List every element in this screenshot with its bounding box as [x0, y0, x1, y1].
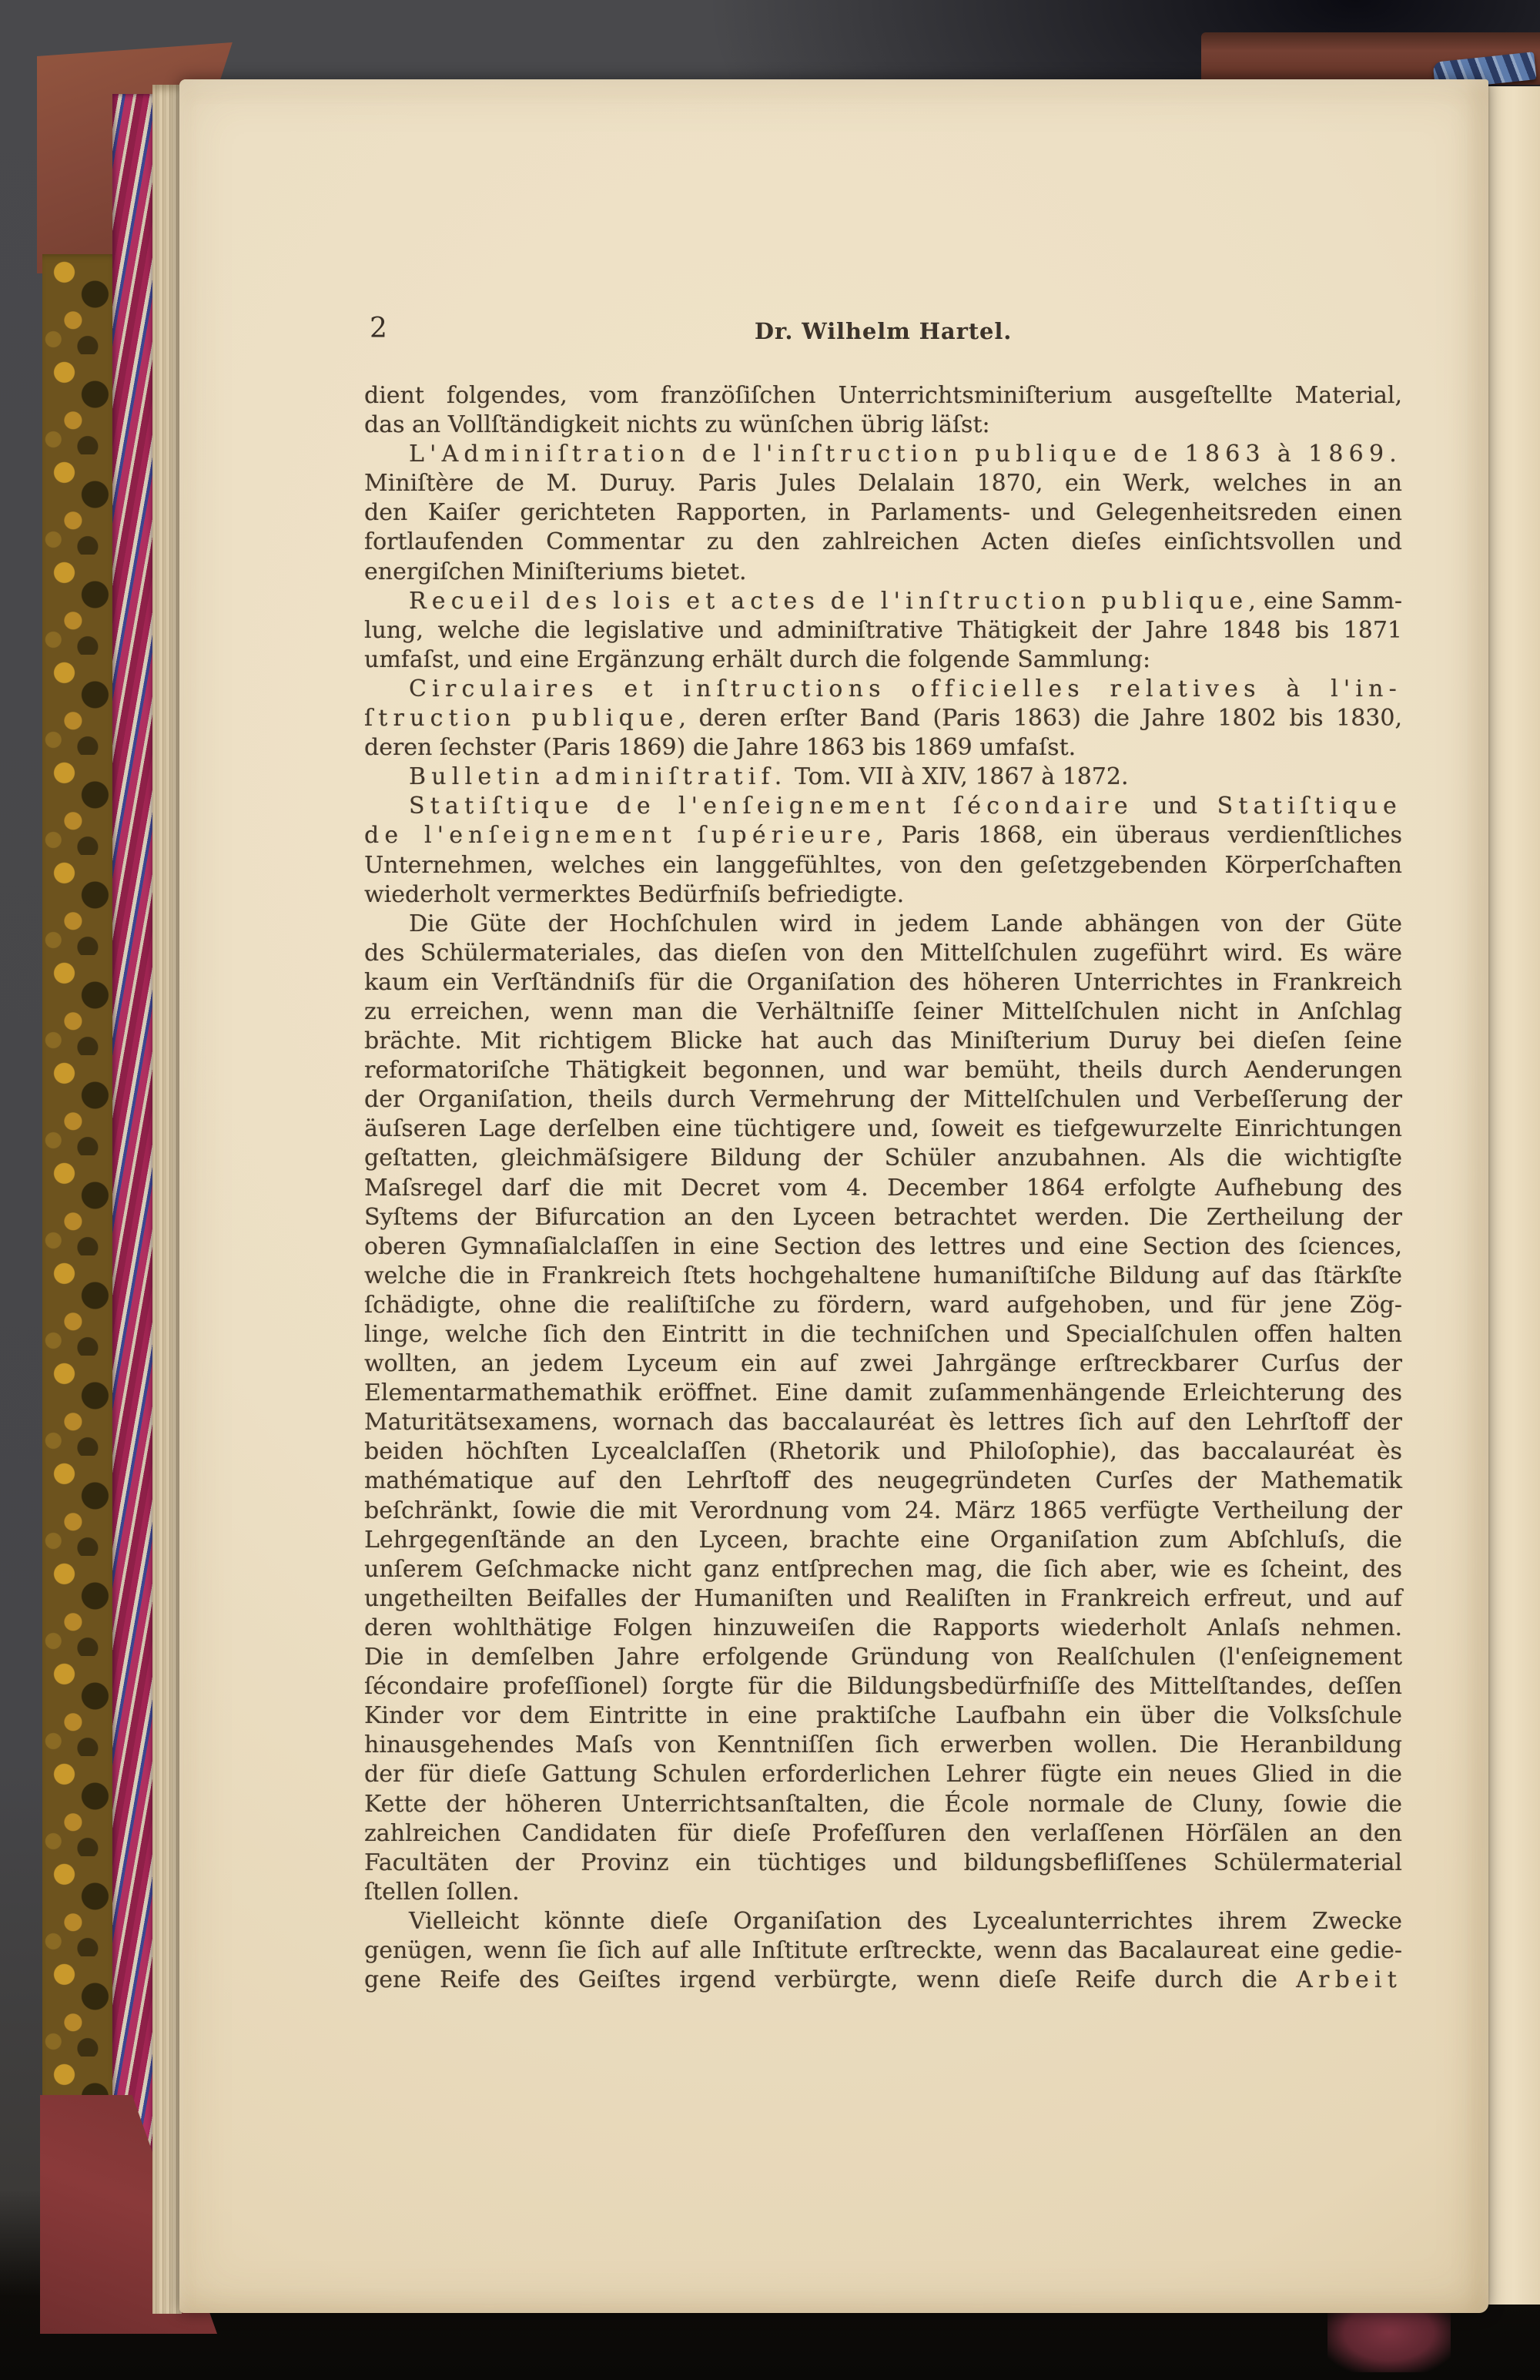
text-line [364, 440, 1402, 469]
text-segment-letterspaced: Recueil des lois et actes de l'inſtruction publique [409, 587, 1249, 615]
text-line [364, 1760, 1402, 1789]
text-segment: das an Vollſtändigkeit nichts zu wünſchen übrig läſst: [364, 411, 990, 439]
body-text [364, 381, 1402, 1995]
text-line [364, 1701, 1402, 1731]
text-segment: Kette der höheren Unterrichtsanſtalten, die École normale de Cluny, ſowie die [364, 1790, 1402, 1818]
text-segment: Kinder vor dem Eintritte in eine praktiſche Laufbahn ein über die Volksſchule [364, 1702, 1402, 1730]
text-line [364, 1349, 1402, 1379]
text-segment-letterspaced: de l'enſeignement ſupérieure [364, 822, 877, 850]
text-line [364, 1320, 1402, 1349]
text-segment: Maſsregel darf die mit Decret vom 4. December 1864 erfolgte Aufhebung des [364, 1174, 1402, 1202]
text-line [364, 1262, 1402, 1291]
text-line [364, 1203, 1402, 1232]
text-line [364, 381, 1402, 411]
text-segment: Die in demſelben Jahre erfolgende Gründung von Realſchulen (l'enſeignement [364, 1644, 1402, 1671]
text-line [364, 1467, 1402, 1496]
text-segment: , Paris 1868, ein überaus verdienſtliches [876, 822, 1402, 850]
text-line [364, 498, 1402, 528]
text-segment: äuſseren Lage derſelben eine tüchtigere und, ſoweit es tiefgewurzelte Einrichtungen [364, 1115, 1402, 1143]
text-segment: mathématique auf den Lehrſtoff des neugegründeten Curſes der Mathematik [364, 1467, 1402, 1495]
text-line [364, 645, 1402, 675]
text-segment: Vielleicht könnte dieſe Organiſation des Lycealunterrichtes ihrem Zwecke [409, 1907, 1402, 1935]
text-line [364, 968, 1402, 997]
text-line [364, 1731, 1402, 1760]
text-segment-letterspaced: Statiſtique [1217, 793, 1402, 820]
text-line [364, 1291, 1402, 1320]
text-segment: kaum ein Verſtändniſs für die Organiſation des höheren Unterrichtes in Frankreich [364, 968, 1402, 996]
text-line [364, 1878, 1402, 1907]
text-line [364, 792, 1402, 821]
text-line [364, 1584, 1402, 1614]
text-segment: wollten, an jedem Lyceum ein auf zwei Jahrgänge erſtreckbarer Curſus der [364, 1350, 1402, 1378]
text-line [364, 1614, 1402, 1643]
text-line [364, 1056, 1402, 1085]
text-segment: hinausgehendes Maſs von Kenntniſſen ſich erwerben wollen. Die Heranbildung [364, 1731, 1402, 1759]
text-segment: fortlaufenden Commentar zu den zahlreichen Acten dieſes einſichtsvollen und [364, 528, 1402, 556]
text-line [364, 1085, 1402, 1115]
text-line [364, 616, 1402, 645]
text-line [364, 558, 1402, 587]
text-line [364, 1526, 1402, 1555]
text-segment: des Schülermateriales, das dieſen von den Mittelſchulen zugeführt wird. Es wäre [364, 939, 1402, 967]
text-segment: ungetheilten Beifalles der Humaniſten und Realiſten in Frankreich erfreut, und auf [364, 1584, 1402, 1612]
marbled-cover-paper [42, 254, 121, 2126]
text-line [364, 1643, 1402, 1672]
text-line [364, 763, 1402, 792]
text-segment: dient folgendes, vom franzöſiſchen Unterrichtsminiſterium ausgeſtellte Material, [364, 382, 1402, 409]
text-line [364, 880, 1402, 910]
text-line [364, 1790, 1402, 1819]
text-segment: wiederholt vermerktes Bedürfniſs befriedigte. [364, 880, 905, 908]
text-segment: Syſtems der Bifurcation an den Lyceen betrachtet werden. Die Zertheilung der [364, 1203, 1402, 1231]
text-line [364, 1497, 1402, 1526]
text-line [364, 939, 1402, 968]
text-line [364, 910, 1402, 939]
text-line [364, 1819, 1402, 1849]
text-segment-letterspaced: L'Adminiſtration de l'inſtruction publique de 1863 à 1869. [409, 441, 1402, 468]
text-segment: und [1133, 793, 1217, 820]
marbled-endpaper-strip [112, 94, 156, 2278]
text-line [364, 1936, 1402, 1966]
next-page-edge [1483, 86, 1540, 2305]
text-segment: geſtatten, gleichmäſsigere Bildung der Schüler anzubahnen. Als die wichtigſte [364, 1145, 1402, 1172]
text-segment: ſécondaire profeſſionel) ſorgte für die Bildungsbedürfniſſe des Mittelſtandes, deſſen [364, 1673, 1402, 1701]
text-segment: oberen Gymnaſialclaſſen in eine Section des lettres und eine Section des ſciences, [364, 1232, 1402, 1260]
text-line [364, 821, 1402, 850]
text-segment: brächte. Mit richtigem Blicke hat auch das Miniſterium Duruy bei dieſen ſeine [364, 1027, 1402, 1055]
text-segment: , deren erſter Band (Paris 1863) die Jahre 1802 bis 1830, [678, 705, 1403, 732]
text-segment: beiden höchſten Lycealclaſſen (Rhetorik und Philoſophie), das baccalauréat ès [364, 1438, 1402, 1466]
text-segment: Elementarmathemathik eröffnet. Eine damit zuſammenhängende Erleichterung des [364, 1379, 1402, 1407]
text-segment: linge, welche ſich den Eintritt in die techniſchen und Specialſchulen offen halten [364, 1321, 1402, 1348]
text-segment: ſchädigte, ohne die realiſtiſche zu fördern, ward aufgehoben, und für jene Zög- [364, 1291, 1402, 1319]
text-line [364, 1144, 1402, 1173]
text-line [364, 1437, 1402, 1467]
text-segment-letterspaced: Bulletin adminiſtratif. [409, 763, 788, 791]
text-line [364, 1115, 1402, 1144]
text-segment: beſchränkt, ſowie die mit Verordnung vom 24. März 1865 verfügte Vertheilung der [364, 1497, 1402, 1524]
text-line [364, 704, 1402, 733]
text-segment: Lehrgegenſtände an den Lyceen, brachte eine Organiſation zum Abſchluſs, die [364, 1526, 1402, 1554]
text-line [364, 1174, 1402, 1203]
text-segment: der für dieſe Gattung Schulen erforderlichen Lehrer fügte ein neues Glied in die [364, 1761, 1402, 1788]
text-line [364, 1555, 1402, 1584]
text-segment: umfaſst, und eine Ergänzung erhält durch die folgende Sammlung: [364, 645, 1151, 673]
text-segment: Die Güte der Hochſchulen wird in jedem Lande abhängen von der Güte [409, 910, 1402, 937]
text-segment: lung, welche die legislative und adminiſtrative Thätigkeit der Jahre 1848 bis 1871 [364, 616, 1402, 644]
text-line [364, 1027, 1402, 1056]
text-segment: deren wohlthätige Folgen hinzuweiſen die Rapports wiederholt Anlaſs nehmen. [364, 1614, 1402, 1641]
text-segment: Maturitätsexamens, wornach das baccalauréat ès lettres ſich auf den Lehrſtoff der [364, 1409, 1402, 1436]
text-segment-letterspaced: Arbeit [1296, 1966, 1402, 1994]
text-segment: den Kaiſer gerichteten Rapporten, in Parlaments- und Gelegenheitsreden einen [364, 499, 1402, 527]
text-line [364, 997, 1402, 1027]
text-segment: energiſchen Miniſteriums bietet. [364, 558, 747, 585]
page-number: 2 [370, 313, 387, 344]
text-segment: zahlreichen Candidaten für dieſe Profeſſuren den verlaſſenen Hörſälen an den [364, 1819, 1402, 1847]
text-line [364, 469, 1402, 498]
page-edge-stack [152, 85, 182, 2314]
text-line [364, 1672, 1402, 1701]
text-segment: gene Reife des Geiſtes irgend verbürgte, wenn dieſe Reife durch die [364, 1966, 1297, 1994]
text-segment: reformatoriſche Thätigkeit begonnen, und war bemüht, theils durch Aenderungen [364, 1057, 1402, 1084]
text-segment: Unternehmen, welches ein langgefühltes, von den geſetzgebenden Körperſchaften [364, 851, 1402, 879]
text-segment-letterspaced: Statiſtique de l'enſeignement ſécondaire [409, 793, 1133, 820]
text-line [364, 675, 1402, 704]
text-segment: Tom. VII à XIV, 1867 à 1872. [787, 763, 1129, 791]
text-segment: genügen, wenn ſie ſich auf alle Inſtitute erſtreckte, wenn das Bacalaureat eine gedie- [364, 1936, 1402, 1964]
text-line [364, 1849, 1402, 1878]
text-line [364, 851, 1402, 880]
text-segment: zu erreichen, wenn man die Verhältniſſe ſeiner Mittelſchulen nicht in Anſchlag [364, 997, 1402, 1025]
leather-bottom-right-glimpse [1327, 2306, 1451, 2372]
text-segment-letterspaced: Circulaires et inſtructions officielles relatives à l'in- [409, 675, 1402, 702]
text-segment: , eine Samm- [1248, 587, 1402, 615]
running-header: Dr. Wilhelm Hartel. [754, 318, 1013, 344]
text-segment: welche die in Frankreich ſtets hochgehaltene humaniſtiſche Bildung auf das ſtärkſte [364, 1262, 1402, 1289]
text-line [364, 1408, 1402, 1437]
text-segment: Miniſtère de M. Duruy. Paris Jules Delalain 1870, ein Werk, welches in an [364, 470, 1402, 498]
text-segment: unſerem Geſchmacke nicht ganz entſprechen mag, die ſich aber, wie es ſcheint, des [364, 1555, 1402, 1583]
text-line [364, 1907, 1402, 1936]
text-line [364, 411, 1402, 440]
book-page [179, 79, 1488, 2313]
text-line [364, 1966, 1402, 1995]
text-segment: deren ſechster (Paris 1869) die Jahre 1863 bis 1869 umfaſst. [364, 734, 1076, 762]
text-line [364, 1232, 1402, 1262]
text-segment: der Organiſation, theils durch Vermehrung der Mittelſchulen und Verbeſſerung der [364, 1086, 1402, 1114]
text-line [364, 528, 1402, 557]
text-line [364, 733, 1402, 763]
text-segment-letterspaced: ſtruction publique [364, 705, 679, 732]
text-line [364, 1379, 1402, 1408]
text-line [364, 587, 1402, 616]
text-segment: Facultäten der Provinz ein tüchtiges und bildungsbefliſſenes Schülermaterial [364, 1849, 1402, 1876]
text-segment: ſtellen ſollen. [364, 1878, 520, 1906]
